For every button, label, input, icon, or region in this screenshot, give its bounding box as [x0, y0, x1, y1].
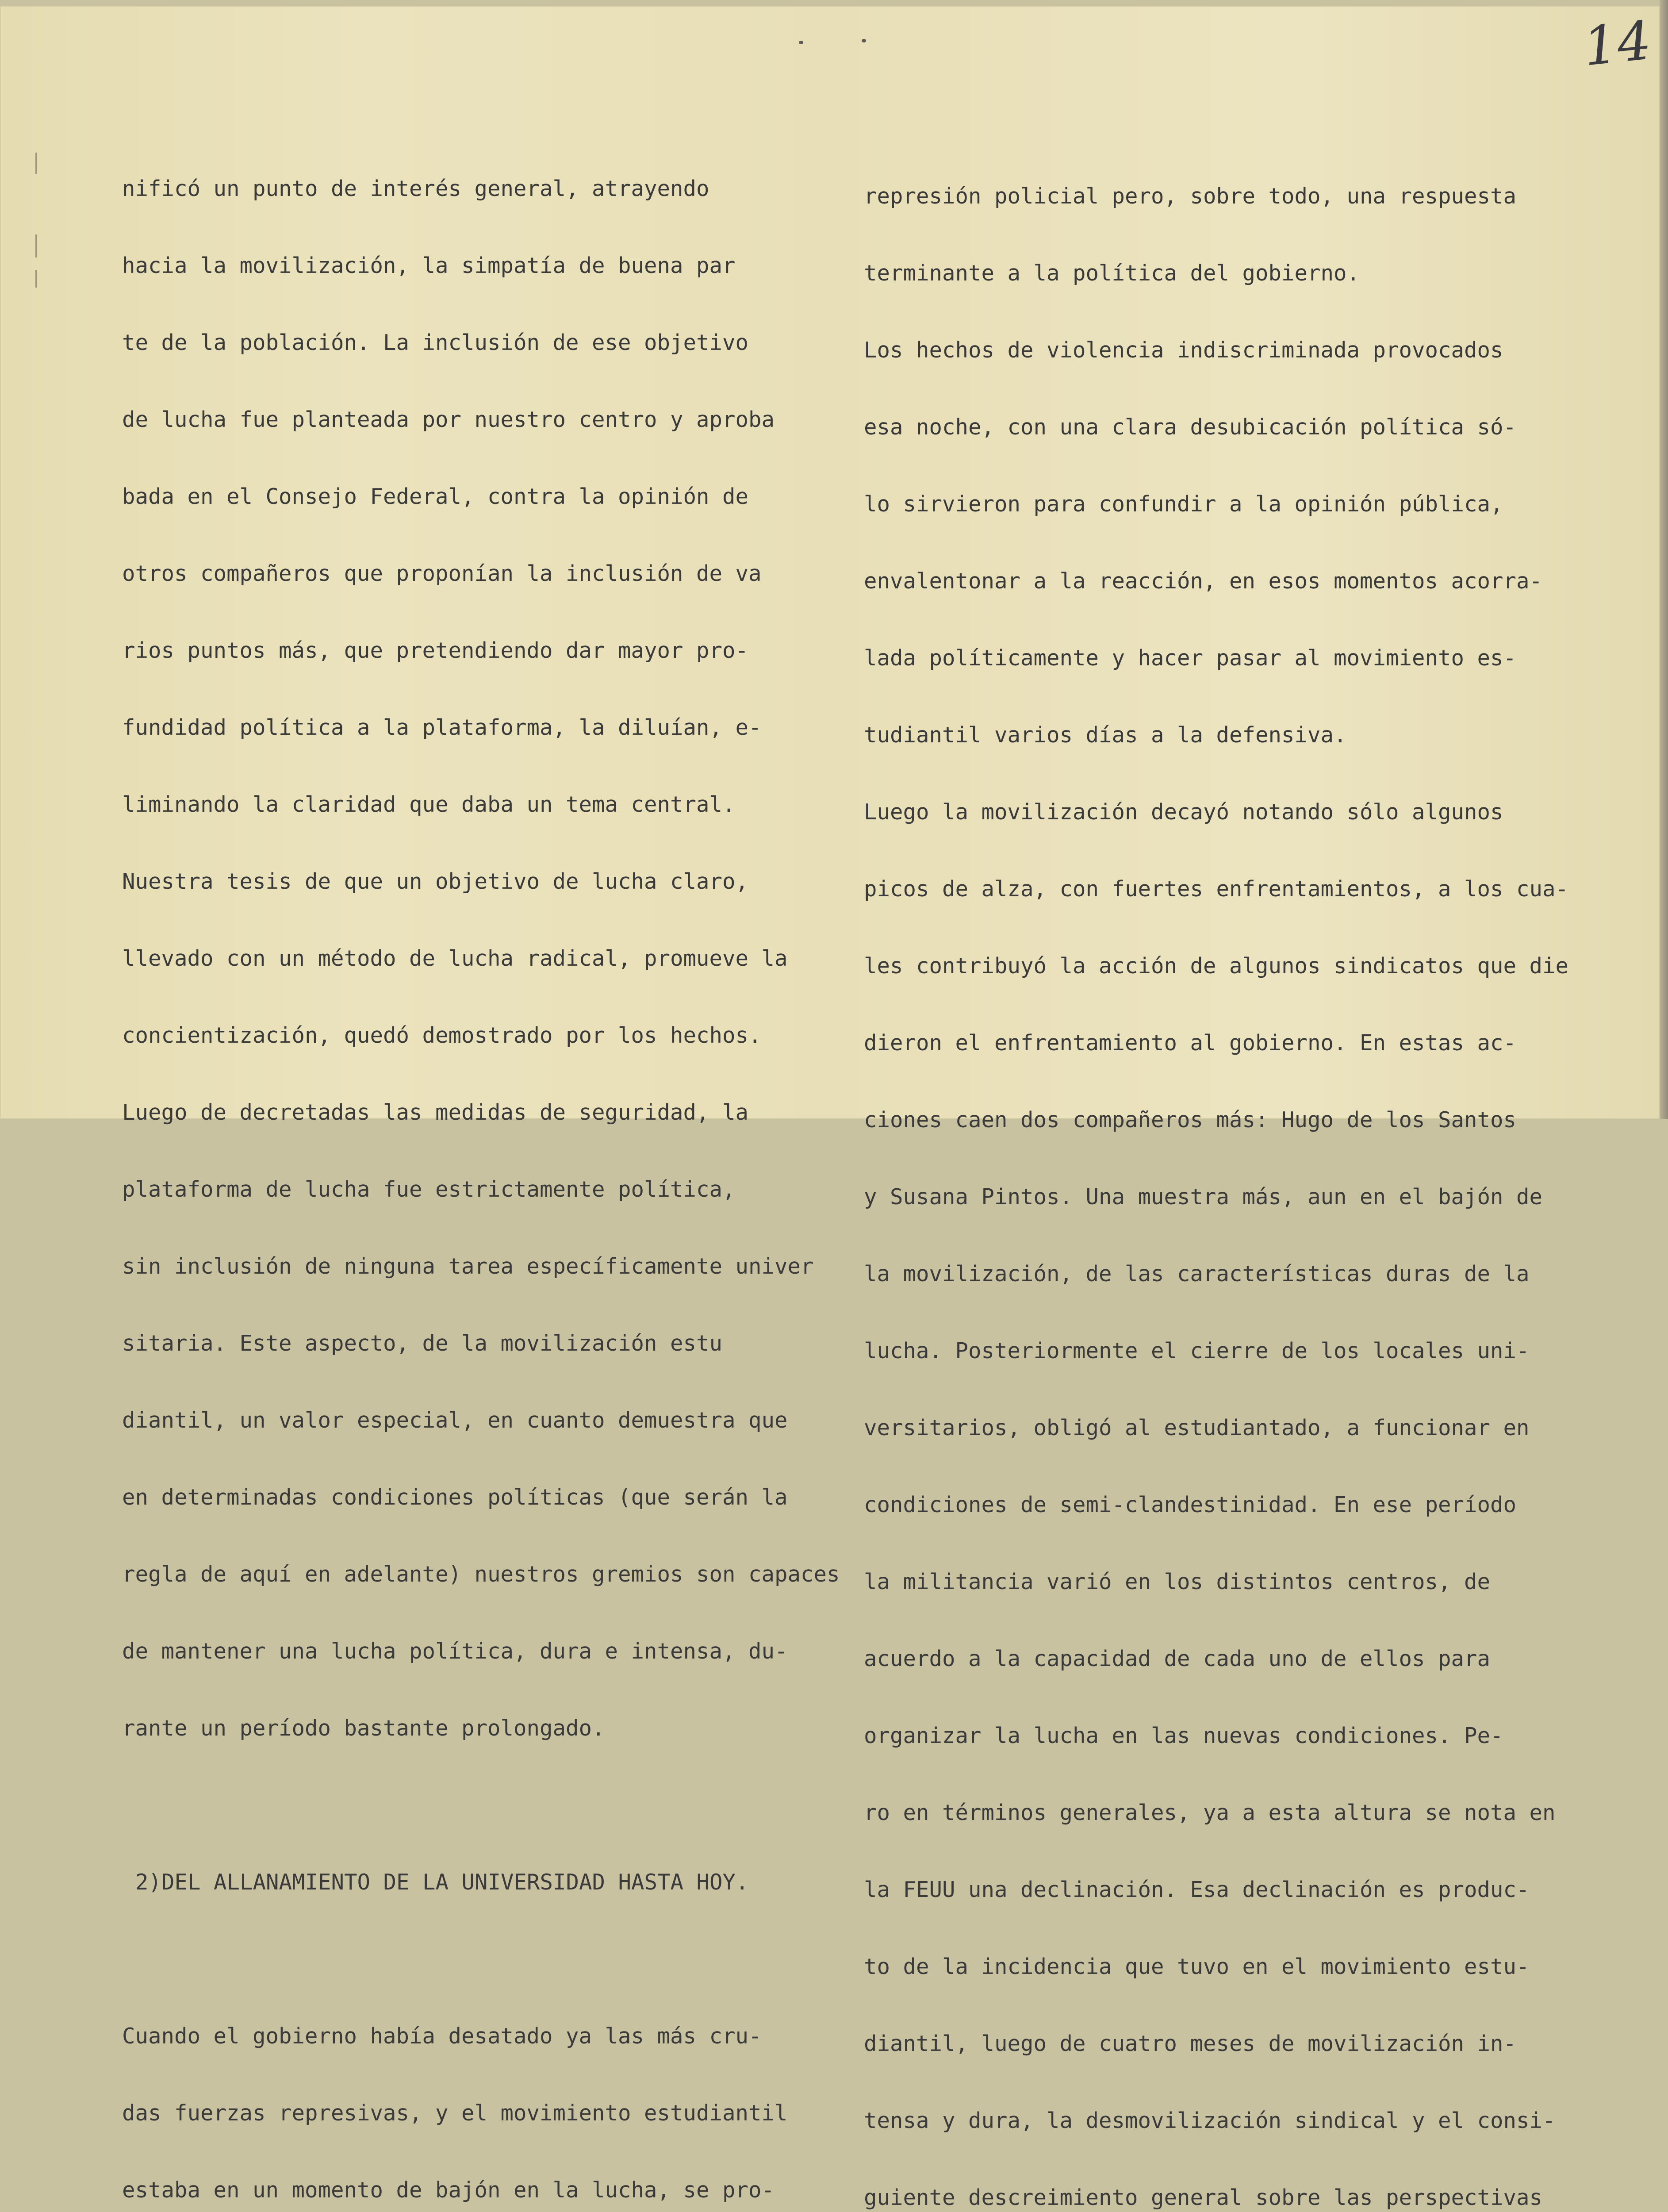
text-line: envalentonar a la reacción, en esos momentos acorra- [864, 568, 1543, 594]
page-number: 14 [1580, 10, 1654, 78]
ink-dot [799, 41, 803, 44]
text-line: dieron el enfrentamiento al gobierno. En estas ac- [864, 1030, 1517, 1056]
text-line: guiente descreimiento general sobre las perspectivas [864, 2185, 1543, 2210]
text-line: regla de aquí en adelante) nuestros gremios son capaces [122, 1562, 840, 1587]
text-line: bada en el Consejo Federal, contra la opinión de [122, 484, 749, 509]
text-line: fundidad política a la plataforma, la diluían, e- [122, 715, 762, 740]
text-line: te de la población. La inclusión de ese objetivo [122, 330, 749, 355]
text-line: Nuestra tesis de que un objetivo de lucha claro, [122, 869, 749, 894]
text-line: sin inclusión de ninguna tarea específicamente univer [122, 1254, 814, 1279]
paragraph-gap [122, 1792, 840, 1819]
section-heading: 2)DEL ALLANAMIENTO DE LA UNIVERSIDAD HASTA HOY. [135, 1870, 749, 1895]
ink-dot [862, 39, 866, 42]
text-line: Los hechos de violencia indiscriminada provocados [864, 338, 1503, 363]
text-line: tudiantil varios días a la defensiva. [864, 722, 1347, 748]
text-line: represión policial pero, sobre todo, una respuesta [864, 184, 1517, 209]
text-line: esa noche, con una clara desubicación política só- [864, 415, 1517, 440]
text-line: Cuando el gobierno había desatado ya las más cru- [122, 2024, 762, 2049]
text-line: terminante a la política del gobierno. [864, 261, 1360, 286]
margin-mark [35, 234, 37, 257]
left-column [122, 125, 840, 2212]
text-line: otros compañeros que proponían la inclusión de va [122, 561, 762, 586]
text-line: hacia la movilización, la simpatía de buena par [122, 253, 736, 278]
text-line: tensa y dura, la desmovilización sindical y el consi- [864, 2108, 1556, 2133]
text-line: concientización, quedó demostrado por los hechos. [122, 1023, 762, 1048]
text-line: la movilización, de las características duras de la [864, 1261, 1530, 1286]
right-column [864, 133, 1621, 2212]
text-line: diantil, un valor especial, en cuanto demuestra que [122, 1408, 788, 1433]
paragraph-gap [122, 1946, 840, 1973]
text-line: ro en términos generales, ya a esta altura se nota en [864, 1800, 1556, 1825]
text-line: y Susana Pintos. Una muestra más, aun en el bajón de [864, 1184, 1543, 1210]
text-line: lada políticamente y hacer pasar al movimiento es- [864, 645, 1517, 671]
text-line: Luego de decretadas las medidas de seguridad, la [122, 1100, 749, 1125]
text-line: de mantener una lucha política, dura e intensa, du- [122, 1639, 788, 1664]
text-line: plataforma de lucha fue estrictamente política, [122, 1177, 736, 1202]
text-line: rante un período bastante prolongado. [122, 1716, 605, 1741]
text-line: liminando la claridad que daba un tema central. [122, 792, 736, 817]
text-line: versitarios, obligó al estudiantado, a funcionar en [864, 1415, 1530, 1440]
text-line: diantil, luego de cuatro meses de movilización in- [864, 2031, 1517, 2056]
text-line: condiciones de semi-clandestinidad. En ese período [864, 1492, 1517, 1517]
text-line: sitaria. Este aspecto, de la movilización estu [122, 1331, 723, 1356]
text-line: ciones caen dos compañeros más: Hugo de los Santos [864, 1107, 1517, 1133]
text-line: Luego la movilización decayó notando sólo algunos [864, 799, 1503, 825]
text-line: la militancia varió en los distintos centros, de [864, 1569, 1491, 1594]
text-line: estaba en un momento de bajón en la lucha, se pro- [122, 2177, 775, 2203]
text-line: nificó un punto de interés general, atrayendo [122, 176, 709, 201]
text-line: acuerdo a la capacidad de cada uno de ellos para [864, 1646, 1491, 1671]
scanner-edge [1660, 0, 1668, 1119]
text-line: organizar la lucha en las nuevas condiciones. Pe- [864, 1723, 1503, 1748]
text-line: les contribuyó la acción de algunos sindicatos que die [864, 953, 1569, 979]
text-line: de lucha fue planteada por nuestro centro y aproba [122, 407, 775, 432]
text-line: lo sirvieron para confundir a la opinión pública, [864, 492, 1503, 517]
text-line: das fuerzas represivas, y el movimiento estudiantil [122, 2101, 788, 2126]
text-line: to de la incidencia que tuvo en el movimiento estu- [864, 1954, 1530, 1979]
text-line: llevado con un método de lucha radical, promueve la [122, 946, 788, 971]
text-line: en determinadas condiciones políticas (que serán la [122, 1485, 788, 1510]
margin-mark [35, 270, 37, 288]
text-line: lucha. Posteriormente el cierre de los locales uni- [864, 1338, 1530, 1363]
text-line: la FEUU una declinación. Esa declinación es produc- [864, 1877, 1530, 1902]
text-line: rios puntos más, que pretendiendo dar mayor pro- [122, 638, 749, 663]
margin-mark [35, 153, 37, 174]
text-line: picos de alza, con fuertes enfrentamientos, a los cua- [864, 876, 1569, 902]
